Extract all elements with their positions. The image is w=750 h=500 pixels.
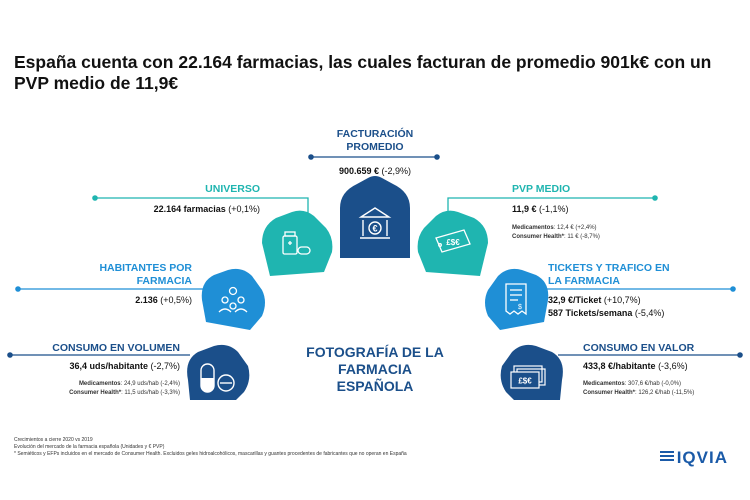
pvp-value: 11,9 € (-1,1%) xyxy=(512,204,569,214)
dot-facturacion-right xyxy=(434,154,440,160)
petal-habitantes xyxy=(202,269,265,330)
tickets-label: TICKETS Y TRAFICO EN LA FARMACIA xyxy=(548,262,670,287)
dot-pvp xyxy=(652,195,658,201)
habitantes-label: HABITANTES POR FARMACIA xyxy=(99,262,192,287)
volumen-medicamentos: Medicamentos: 24,9 uds/hab (-2,4%) xyxy=(78,381,180,387)
universo-value: 22.164 farmacias (+0,1%) xyxy=(153,204,260,214)
logo-bars-icon xyxy=(660,451,674,463)
facturacion-label: FACTURACIÓN PROMEDIO xyxy=(336,128,414,153)
page-title: España cuenta con 22.164 farmacias, las cuales facturan de promedio 901k€ con un PVP medio de 11,9€ xyxy=(14,52,712,93)
center-line-2: FARMACIA xyxy=(338,361,412,377)
iqvia-logo: IQVIA xyxy=(660,448,728,468)
dot-volumen xyxy=(7,352,13,358)
volumen-value: 36,4 uds/habitante (-2,7%) xyxy=(69,361,180,371)
facturacion-value: 900.659 € (-2,9%) xyxy=(338,166,412,176)
footnote-1: Crecimientos a cierre 2020 vs 2019 xyxy=(14,437,93,443)
dot-universo xyxy=(92,195,98,201)
valor-consumer-health: Consumer Health*: 126,2 €/hab (-11,5%) xyxy=(583,390,695,396)
footnote-2: Evolución del mercado de la farmacia española (Unidades y € PVP) xyxy=(14,444,165,450)
tickets-value-semana: 587 Tickets/semana (-5,4%) xyxy=(548,308,665,318)
valor-medicamentos: Medicamentos: 307,6 €/hab (-0,0%) xyxy=(583,381,682,387)
dot-valor xyxy=(737,352,743,358)
svg-text:£$€: £$€ xyxy=(518,376,532,386)
valor-label: CONSUMO EN VALOR xyxy=(583,342,695,354)
petal-volumen xyxy=(187,345,249,400)
footnote-3: * Semiéticos y EFPs incluidos en el mercado de Consumer Health. Excluidos geles hidroalcohólicos, mascarillas y guantes procedentes de fabricantes que no operan en España xyxy=(14,451,407,457)
svg-text:$: $ xyxy=(518,304,522,311)
habitantes-value: 2.136 (+0,5%) xyxy=(135,295,192,305)
pvp-consumer-health: Consumer Health*: 11 € (-8,7%) xyxy=(512,234,600,240)
volumen-label: CONSUMO EN VOLUMEN xyxy=(52,342,180,354)
pvp-medicamentos: Medicamentos: 12,4 € (+2,4%) xyxy=(512,225,597,231)
svg-text:£$€: £$€ xyxy=(446,238,460,247)
dot-habitantes xyxy=(15,286,21,292)
svg-text:€: € xyxy=(372,223,378,234)
volumen-consumer-health: Consumer Health*: 11,5 uds/hab (-3,3%) xyxy=(69,390,180,396)
dot-facturacion-left xyxy=(308,154,314,160)
center-title xyxy=(285,344,465,395)
pvp-label: PVP MEDIO xyxy=(512,183,571,195)
universo-label: UNIVERSO xyxy=(205,183,260,195)
valor-value: 433,8 €/habitante (-3,6%) xyxy=(583,361,688,371)
center-line-3: ESPAÑOLA xyxy=(336,378,414,394)
tickets-value-ticket: 32,9 €/Ticket (+10,7%) xyxy=(548,295,641,305)
center-line-1: FOTOGRAFÍA DE LA xyxy=(306,344,444,360)
